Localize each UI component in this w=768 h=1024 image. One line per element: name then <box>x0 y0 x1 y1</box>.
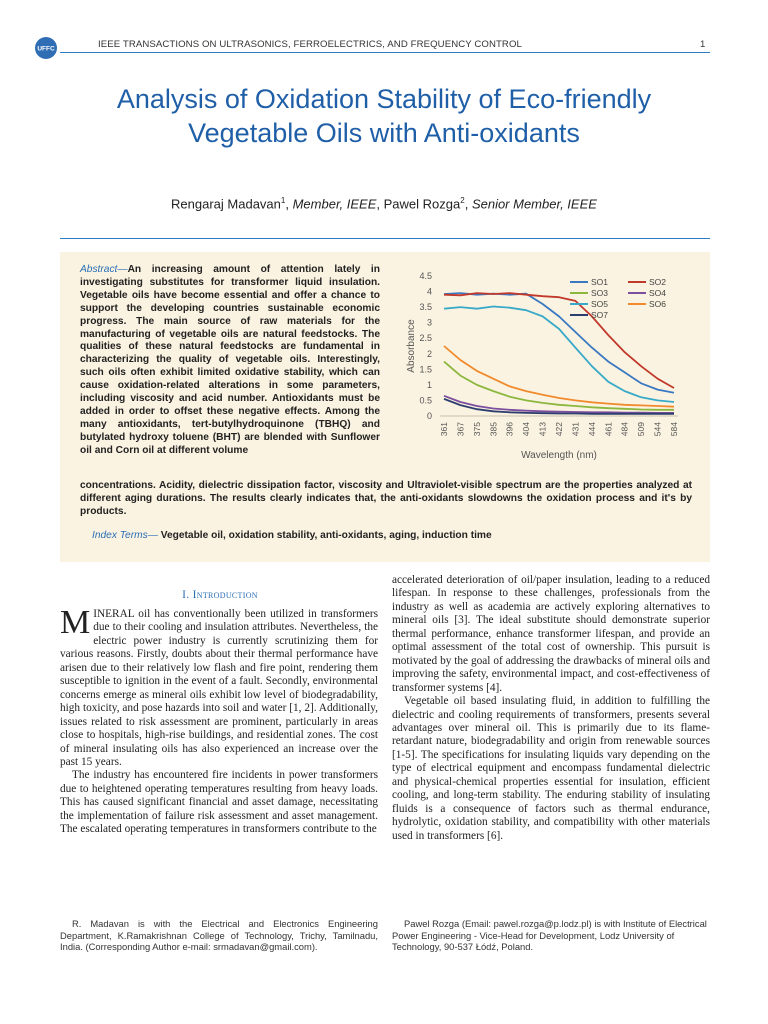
author-2-name: Pawel Rozga <box>383 196 461 212</box>
footnote-left <box>60 918 378 953</box>
abstract-continued: concentrations. Acidity, dielectric dissipation factor, viscosity and Ultraviolet-visible spectrum are the properties analyzed at different aging durations. The results clearly indicates that, the anti-oxidants slowdowns the oxidation process and it's by products. <box>80 480 692 517</box>
logo-text: UFFC <box>37 45 55 53</box>
y-tick-label: 2 <box>426 348 432 359</box>
x-tick-label: 461 <box>603 422 614 437</box>
abstract <box>80 264 380 458</box>
legend-label-so3: SO3 <box>591 288 609 298</box>
right-paragraph-2: Vegetable oil based insulating fluid, in addition to fulfilling the dielectric and cooling requirements of transformers, presents several advantages over mineral oil. This is primarily due to its flame-retardant nature, biodegradability and origin from renewable sources [1-5]. The specifications for insulating liquids vary depending on the type of electrical equipment and encompass fundamental dielectric and physical-chemical properties essential for insulation, efficient cooling, and long-term stability. The enduring stability of insulating fluids is a consequence of factors such as thermal endurance, hydrolytic, oxidation stability, and compatibility with other materials used in transformers [6]. <box>392 695 710 842</box>
abstract-label: Abstract <box>80 264 118 275</box>
intro-paragraph-1-text: INERAL oil has conventionally been utilized in transformers due to their cooling and insulation attributes. Nevertheless, the electric power industry is currently scrutinizing them for various reasons. Firstly, doubts about their thermal performance have arisen due to their relatively low flash and fire point, rendering them susceptible to ignition in the event of a fault. Secondly, environmental concerns emerge as mineral oils exhibit low level of biodegradability, high toxicity, and pose hazards into soil and water [1, 2]. Additionally, issues related to risk assessment are prominent, particularly in areas close to hospitals, high-rise buildings, and residential zones. The cost of mineral insulating oils has also experienced an increase over the past 15 years. <box>60 608 378 768</box>
abstract-body: An increasing amount of attention lately in investigating substitutes for transformer liquid insulation. Vegetable oils have become essential and offer a chance to support the developing countries sustainable economic progress. The main source of raw materials for the manufacturing of vegetable oils are natural feedstocks. The qualities of these natural feedstocks are fundamental in characterizing the quality of vegetable oils. Interestingly, such oils often exhibit limited oxidative stability, which can cause oxidation-related alterations in some parameters, including viscosity and acid number. Antioxidants must be added in order to offset these negative effects. Among the many antioxidants, tert-butylhydroquinone (TBHQ) and butylated hydroxy toluene (BHT) are blended with Sunflower oil and Corn oil at different volume <box>80 264 380 456</box>
paper-title <box>40 82 728 150</box>
author-line: Rengaraj Madavan$^1$, Member, IEEE, Pawel Rozga$^2$, Senior Member, IEEE <box>171 196 597 212</box>
x-tick-label: 422 <box>554 422 564 437</box>
x-tick-label: 361 <box>439 422 449 437</box>
x-tick-label: 544 <box>652 422 663 437</box>
author-1-affil: 1 <box>280 196 286 205</box>
x-tick-label: 404 <box>521 422 532 437</box>
legend-label-so7: SO7 <box>591 310 609 320</box>
legend-label-so4: SO4 <box>649 288 667 298</box>
x-tick-label: 431 <box>570 422 581 437</box>
x-tick-label: 385 <box>488 422 499 437</box>
footnote-left-text: R. Madavan is with the Electrical and Electronics Engineering Department, K.Ramakrishnan College of Technology, Trichy, Tamilnadu, India. (Corresponding Author e-mail: srmadavan@gmail.com). <box>60 918 378 953</box>
legend-label-so2: SO2 <box>649 277 667 287</box>
footnote-right-text: Pawel Rozga (Email: pawel.rozga@p.lodz.pl) is with Institute of Electrical Power Engineering - Vice-Head for Development, Lodz University of Technology, 90-537 Łódź, Poland. <box>392 918 707 953</box>
footnote-right <box>392 918 710 953</box>
page-number: 1 <box>700 39 706 50</box>
index-terms <box>92 530 702 541</box>
section-number: I. <box>182 589 190 601</box>
y-tick-label: 0 <box>426 411 432 421</box>
y-tick-label: 4 <box>426 286 432 297</box>
series-line-so3 <box>444 362 674 410</box>
x-tick-label: 413 <box>537 422 548 437</box>
y-tick-label: 3.5 <box>419 302 432 313</box>
author-2-role: Senior Member, IEEE <box>471 196 597 212</box>
section-rule <box>60 238 710 239</box>
x-axis-label: Wavelength (nm) <box>521 450 597 461</box>
header-rule <box>60 52 710 53</box>
x-tick-label: 396 <box>504 422 515 437</box>
drop-cap: M <box>60 604 91 641</box>
abstract-dash: — <box>117 264 128 275</box>
journal-logo <box>34 36 58 60</box>
legend-label-so5: SO5 <box>591 299 609 309</box>
x-tick-label: 375 <box>471 422 482 437</box>
y-tick-label: 1 <box>426 379 432 390</box>
section-title: Introduction <box>192 589 258 601</box>
y-tick-label: 4.5 <box>419 271 432 281</box>
x-tick-label: 444 <box>586 422 597 437</box>
y-axis-label: Absorbance <box>406 319 417 373</box>
journal-name: IEEE TRANSACTIONS ON ULTRASONICS, FERROELECTRICS, AND FREQUENCY CONTROL <box>98 39 522 50</box>
section-heading <box>60 589 380 601</box>
legend-label-so1: SO1 <box>591 277 609 287</box>
y-tick-label: 1.5 <box>419 364 432 375</box>
x-tick-label: 584 <box>669 422 679 437</box>
y-tick-label: 0.5 <box>419 395 432 406</box>
series-line-so2 <box>444 293 674 388</box>
y-tick-label: 2.5 <box>419 333 432 344</box>
title-line-1: Analysis of Oxidation Stability of Eco-friendly <box>116 84 652 114</box>
legend-label-so6: SO6 <box>649 299 667 309</box>
author-2-affil: 2 <box>460 196 465 205</box>
x-tick-label: 484 <box>619 422 630 437</box>
index-terms-text: Vegetable oil, oxidation stability, anti-oxidants, aging, induction time <box>160 530 492 541</box>
index-terms-label: Index Terms <box>92 530 148 541</box>
series-line-so5 <box>444 307 674 403</box>
intro-paragraph-1 <box>60 604 378 769</box>
author-1-role: Member, IEEE <box>292 196 377 212</box>
x-tick-label: 367 <box>455 422 466 437</box>
author-1-name: Rengaraj Madavan <box>171 196 281 212</box>
index-terms-dash: — <box>147 530 161 541</box>
x-tick-label: 509 <box>636 422 647 437</box>
y-tick-label: 3 <box>426 317 432 328</box>
absorbance-chart <box>398 262 688 472</box>
left-column <box>60 604 378 837</box>
right-paragraph-1: accelerated deterioration of oil/paper insulation, leading to a reduced lifespan. In response to these challenges, professionals from the industry as well as academia are actively exploring alternatives to mineral oils [3]. The ideal substitute should demonstrate superior thermal performance, enhance transformer lifespan, and provide an optimal assessment of the total cost of ownership. This pursuit is motivated by the goal of addressing the drawbacks of mineral oils and improving the safety, environmental impact, and cost-effectiveness of transformer systems [4]. <box>392 574 710 694</box>
right-column <box>392 574 710 843</box>
intro-paragraph-2: The industry has encountered fire incidents in power transformers due to heightened operating temperatures resulting from heavy loads. This has caused significant financial and asset damage, necessitating the implementation of failure risk assessment and asset management. The escalated operating temperatures in transformers contribute to the <box>60 769 378 836</box>
title-line-2: Vegetable Oils with Anti-oxidants <box>188 118 580 148</box>
